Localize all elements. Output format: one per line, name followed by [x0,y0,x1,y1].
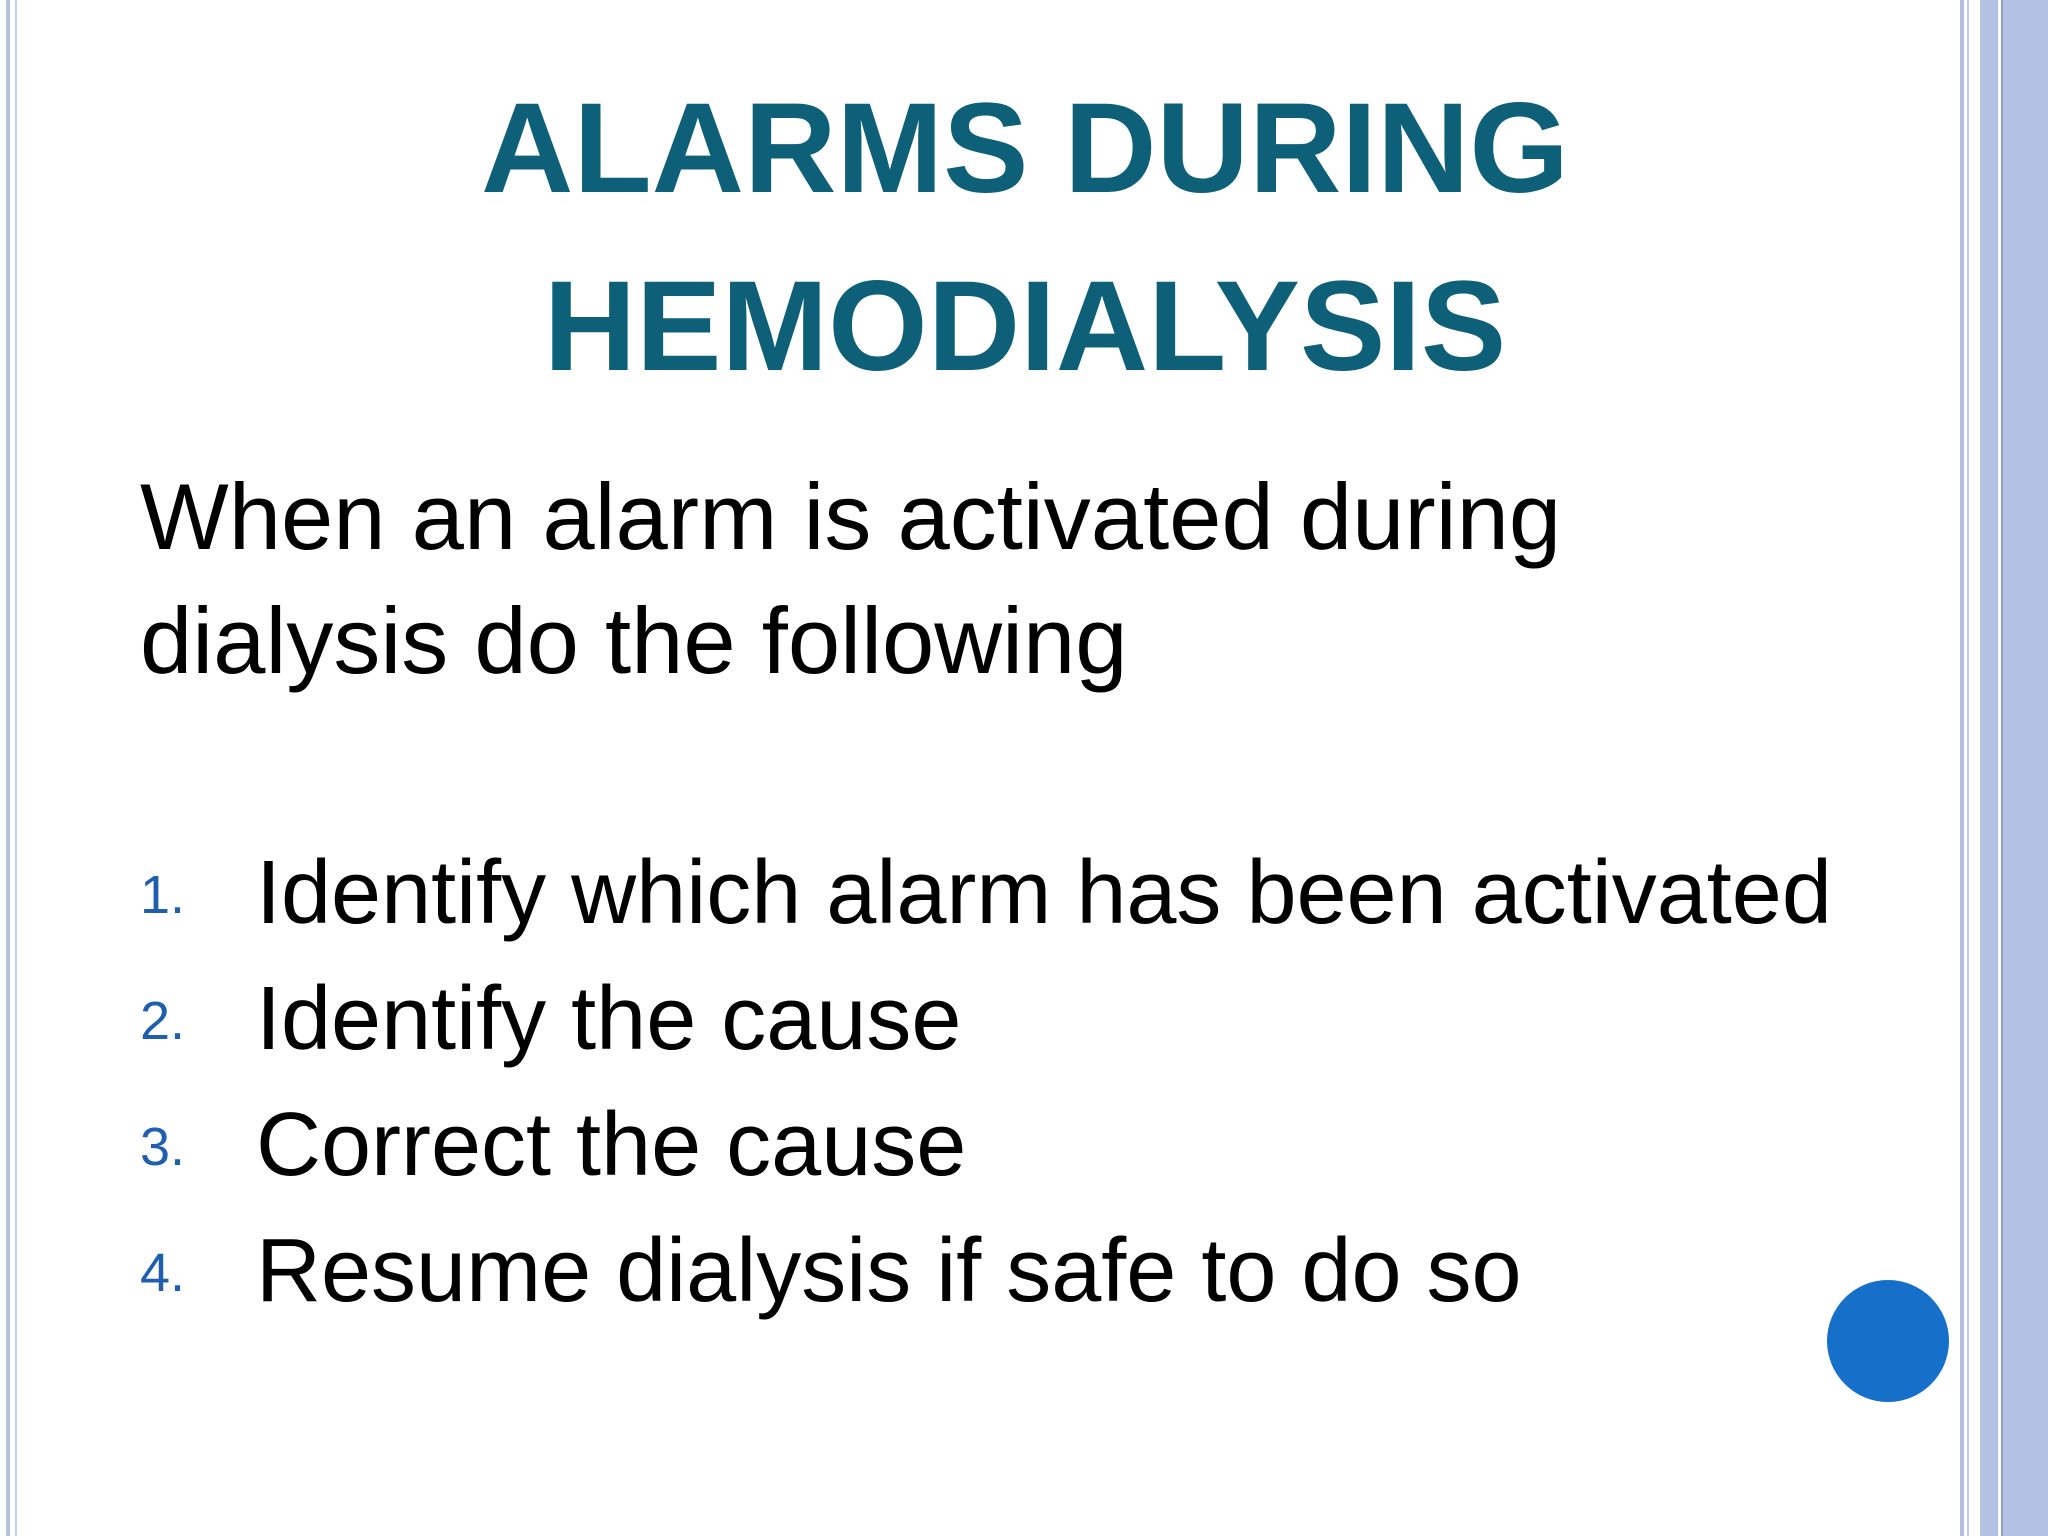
step-text: Identify which alarm has been activated [256,843,1832,943]
step-number: 3. [140,1117,186,1177]
step-number: 1. [140,865,186,925]
step-item [0,1208,1960,1334]
right-frame-band [1980,0,1998,1536]
step-text: Identify the cause [256,969,962,1069]
step-number: 4. [140,1243,186,1303]
step-item [0,830,1960,956]
slide-title: ALARMS DURING HEMODIALYSIS [481,77,1569,398]
right-border-line [1960,0,1964,1536]
intro-text: When an alarm is activated during dialysis do the following [140,464,1562,693]
step-item [0,1082,1960,1208]
step-number: 2. [140,991,186,1051]
step-text: Resume dialysis if safe to do so [256,1221,1522,1321]
right-border-line-inner [1967,0,1969,1536]
decorative-circle [1827,1280,1949,1402]
right-frame-band-outer [2003,0,2048,1536]
step-item [0,956,1960,1082]
step-text: Correct the cause [256,1095,967,1195]
steps-list [0,830,1960,1334]
